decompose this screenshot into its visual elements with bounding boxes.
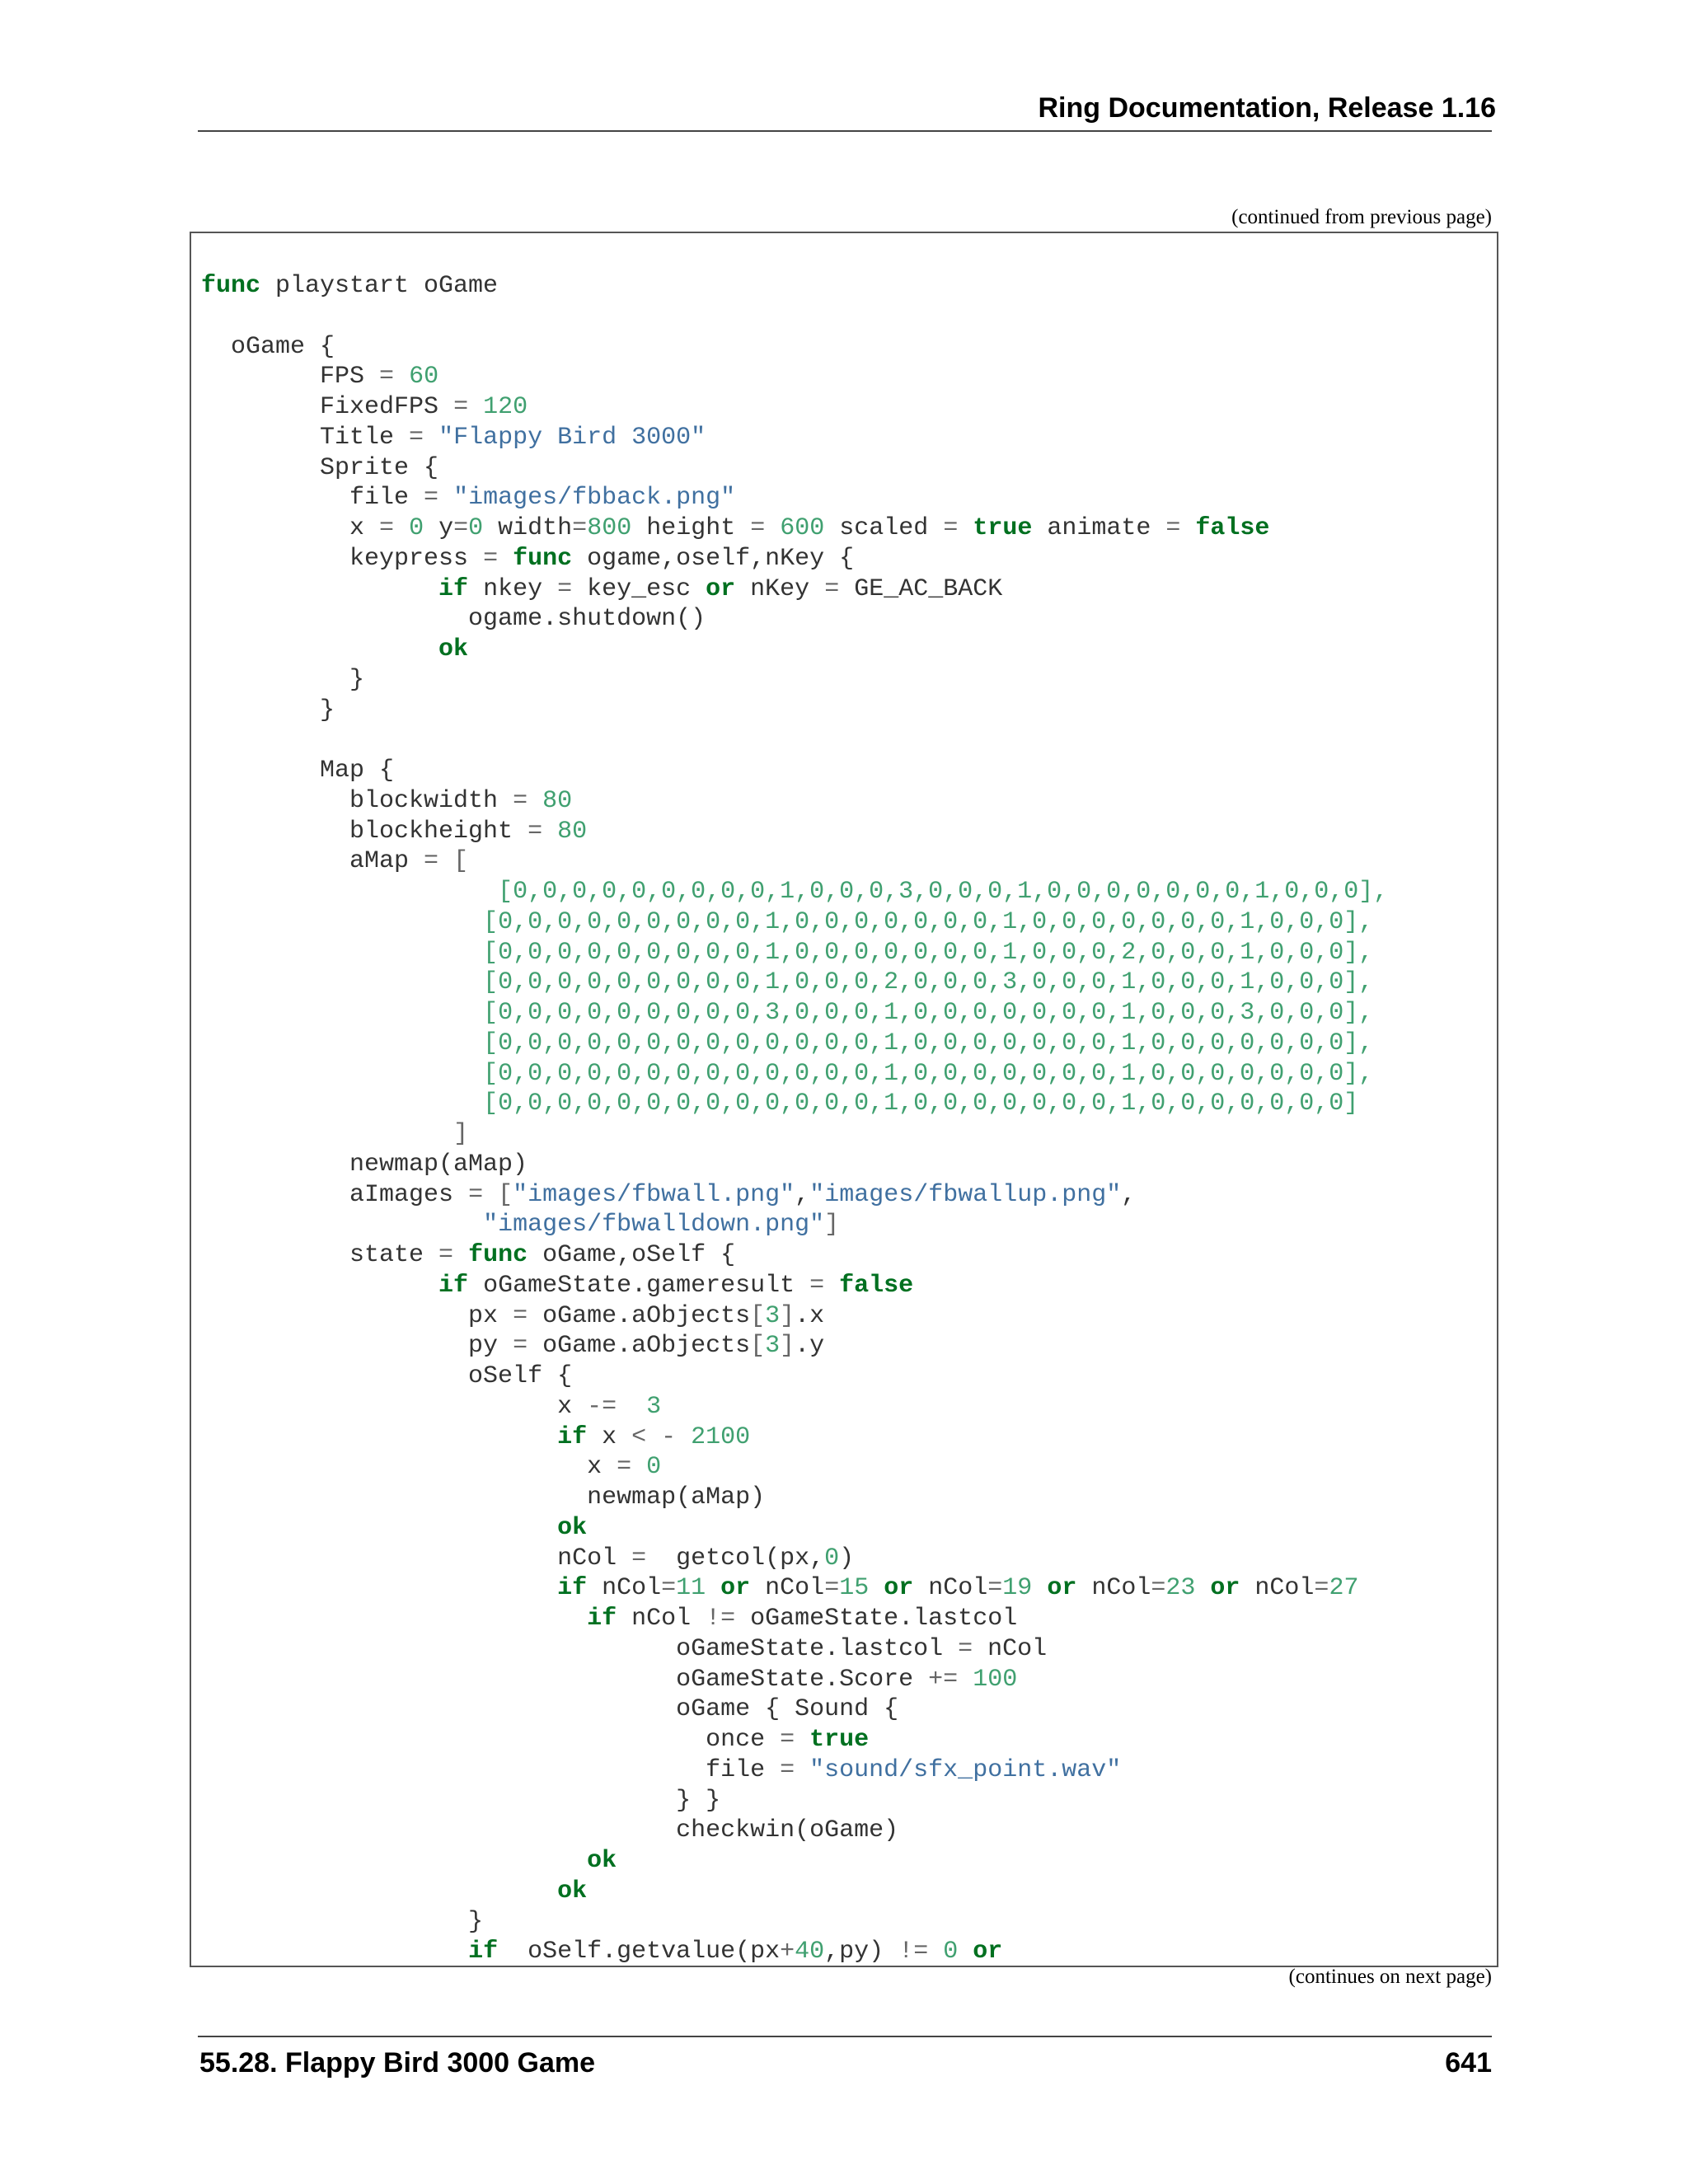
text-token: x <box>201 1392 588 1421</box>
operator-token: [ <box>498 1180 513 1209</box>
text-token: state <box>201 1241 439 1269</box>
number-token: 600 <box>780 514 825 542</box>
code-line <box>201 1452 1388 1483</box>
number-token: 0 <box>646 1453 662 1482</box>
text-token: file <box>201 484 424 513</box>
text-token: oGameState.lastcol <box>735 1605 1018 1633</box>
text-token <box>394 363 409 391</box>
code-line <box>201 1089 1388 1119</box>
text-token <box>201 575 438 603</box>
text-token <box>201 1060 483 1088</box>
operator-token: = <box>438 1241 454 1269</box>
text-token: x <box>201 514 380 542</box>
number-token: 40 <box>795 1938 825 1966</box>
continues-on-note: (continues on next page) <box>1288 1966 1492 1988</box>
operator-token: = <box>780 1755 795 1784</box>
text-token <box>676 1423 691 1451</box>
text-token <box>201 1272 438 1300</box>
text-token: .y <box>795 1332 825 1361</box>
operator-token: = <box>661 1574 677 1603</box>
text-token <box>201 999 483 1027</box>
operator-token: = <box>513 1301 528 1330</box>
text-token <box>201 968 483 996</box>
operator-token: = <box>1165 514 1181 542</box>
text-token: scaled <box>824 514 944 542</box>
keyword-token: ok <box>438 635 469 663</box>
text-token: nkey <box>468 574 558 603</box>
number-token: 11 <box>676 1574 706 1603</box>
operator-token: -= <box>587 1392 617 1421</box>
operator-token: [ <box>750 1301 766 1330</box>
number-token: [0,0,0,0,0,0,0,0,0,1,0,0,0,0,0,0,0,1,0,0,0,2,0,0,0,1,0,0,0], <box>483 938 1374 967</box>
text-token: nCol <box>201 1544 632 1572</box>
code-line <box>201 392 1388 423</box>
number-token: 100 <box>973 1665 1018 1694</box>
operator-token: = <box>379 514 395 542</box>
number-token: 60 <box>409 363 439 391</box>
text-token <box>646 1423 661 1451</box>
text-token <box>706 1574 720 1602</box>
keyword-token: or <box>1210 1574 1240 1603</box>
text-token: oGame { Sound { <box>201 1695 899 1724</box>
operator-token: [ <box>750 1332 766 1361</box>
string-token: "images/fbwall.png" <box>513 1180 795 1209</box>
text-token <box>869 1574 884 1602</box>
code-line <box>201 544 1388 574</box>
text-token: checkwin(oGame) <box>201 1816 899 1845</box>
code-line <box>201 877 1388 907</box>
operator-token: - <box>661 1422 677 1451</box>
code-line <box>201 423 1388 453</box>
text-token: oGameState.Score <box>201 1665 929 1694</box>
code-line <box>201 1483 1388 1513</box>
number-token: 0 <box>824 1544 840 1572</box>
keyword-token: func <box>201 272 261 300</box>
text-token <box>453 1241 468 1269</box>
text-token: nKey <box>735 574 825 603</box>
operator-token: = <box>1151 1574 1166 1603</box>
text-token <box>958 1938 973 1966</box>
number-token: 80 <box>542 786 573 815</box>
text-token <box>201 908 483 936</box>
operator-token: = <box>943 514 959 542</box>
operator-token: = <box>987 1574 1003 1603</box>
keyword-token: if <box>438 1271 469 1300</box>
number-token: 3 <box>765 1301 781 1330</box>
code-line <box>201 1240 1388 1271</box>
text-token <box>468 393 483 421</box>
text-token: oSelf.getvalue(px <box>498 1938 781 1966</box>
text-token <box>201 878 498 906</box>
text-token: blockheight <box>201 817 528 846</box>
text-token: aMap <box>201 847 424 876</box>
number-token: 120 <box>483 393 528 421</box>
operator-token: = <box>557 574 573 603</box>
keyword-token: true <box>973 514 1033 542</box>
text-token: } <box>201 665 365 694</box>
code-line <box>201 1604 1388 1634</box>
operator-token: < <box>631 1422 647 1451</box>
code-line <box>201 483 1388 513</box>
operator-token: [ <box>453 847 469 876</box>
text-token: ,py) <box>824 1938 899 1966</box>
code-line <box>201 1665 1388 1695</box>
keyword-token: true <box>809 1726 870 1754</box>
footer-section-title: 55.28. Flappy Bird 3000 Game <box>199 2047 596 2079</box>
code-line <box>201 1907 1388 1938</box>
text-token <box>201 1029 483 1057</box>
code-line <box>201 271 1388 302</box>
keyword-token: or <box>884 1574 914 1603</box>
text-token <box>483 1181 498 1209</box>
text-token <box>201 1120 453 1148</box>
operator-token: = <box>809 1271 825 1300</box>
text-token: nCol <box>1076 1574 1151 1603</box>
header-rule <box>198 130 1492 132</box>
string-token: "images/fbback.png" <box>453 484 736 513</box>
footer-page-number: 641 <box>1445 2047 1492 2079</box>
text-token: oGame,oSelf { <box>528 1241 736 1269</box>
text-token: py <box>201 1332 513 1361</box>
operator-token: = <box>453 393 469 421</box>
code-line <box>201 1361 1388 1392</box>
code-line <box>201 1422 1388 1453</box>
code-line <box>201 1937 1388 1967</box>
text-token: nCol <box>587 1574 662 1603</box>
code-line <box>201 1573 1388 1604</box>
operator-token: = <box>824 574 840 603</box>
code-line <box>201 574 1388 605</box>
text-token: ogame,oself,nKey { <box>572 544 855 573</box>
text-token: key_esc <box>572 574 706 603</box>
text-token: width <box>483 514 573 542</box>
text-token: animate <box>1032 514 1166 542</box>
code-line <box>201 1755 1388 1786</box>
keyword-token: if <box>557 1422 588 1451</box>
code-line <box>201 604 1388 635</box>
number-token: 0 <box>409 514 424 542</box>
text-token: Title <box>201 423 410 452</box>
number-token: [0,0,0,0,0,0,0,0,0,1,0,0,0,0,0,0,0,1,0,0,0,0,0,0,0,1,0,0,0], <box>483 907 1374 936</box>
number-token: 15 <box>839 1574 870 1603</box>
text-token: Map { <box>201 757 395 785</box>
number-token: 3 <box>765 1332 781 1361</box>
code-line <box>201 1059 1388 1090</box>
number-token: 3 <box>646 1392 662 1421</box>
code-line <box>201 725 1388 756</box>
text-token <box>928 1938 943 1966</box>
code-line <box>201 817 1388 847</box>
keyword-token: ok <box>557 1513 588 1542</box>
operator-token: = <box>424 484 439 513</box>
text-token: oGame.aObjects <box>528 1301 751 1330</box>
keyword-token: or <box>720 1574 751 1603</box>
operator-token: ] <box>780 1332 795 1361</box>
number-token: [0,0,0,0,0,0,0,0,0,1,0,0,0,2,0,0,0,3,0,0,0,1,0,0,0,1,0,0,0], <box>483 968 1374 997</box>
code-line <box>201 1180 1388 1211</box>
text-token: nCol <box>617 1605 706 1633</box>
number-token: 19 <box>1002 1574 1033 1603</box>
code-line <box>201 907 1388 938</box>
code-line <box>201 756 1388 786</box>
code-line <box>201 665 1388 696</box>
text-token <box>201 1847 587 1875</box>
keyword-token: if <box>587 1605 617 1633</box>
code-line <box>201 332 1388 363</box>
text-token: Sprite { <box>201 453 439 482</box>
text-token: getcol(px, <box>646 1544 825 1572</box>
text-token: .x <box>795 1301 825 1330</box>
text-token: playstart oGame <box>260 272 499 300</box>
number-token: 800 <box>587 514 632 542</box>
code-line <box>201 1786 1388 1816</box>
operator-token: = <box>824 1574 840 1603</box>
text-token <box>201 1211 483 1239</box>
string-token: "images/fbwalldown.png" <box>483 1211 825 1240</box>
text-token <box>1032 1574 1047 1602</box>
text-token: newmap(aMap) <box>201 1483 766 1511</box>
text-token: FixedFPS <box>201 393 454 421</box>
text-token <box>542 818 557 846</box>
page-header-title: Ring Documentation, Release 1.16 <box>1038 92 1496 124</box>
text-token: } <box>201 1907 484 1936</box>
code-line <box>201 302 1388 332</box>
operator-token: + <box>780 1938 795 1966</box>
code-line <box>201 1634 1388 1665</box>
text-token: oGame { <box>201 332 335 361</box>
text-token <box>528 787 542 815</box>
text-token <box>424 424 438 452</box>
text-token <box>958 514 973 542</box>
keyword-token: func <box>468 1241 528 1269</box>
code-line <box>201 1513 1388 1544</box>
text-token <box>438 847 453 875</box>
text-token <box>438 484 453 512</box>
number-token: 27 <box>1329 1574 1359 1603</box>
operator-token: = <box>1314 1574 1329 1603</box>
text-token <box>958 1666 973 1694</box>
operator-token: = <box>513 1332 528 1361</box>
text-token <box>201 1938 468 1966</box>
code-line <box>201 1301 1388 1332</box>
text-token <box>201 939 483 967</box>
number-token: [0,0,0,0,0,0,0,0,0,1,0,0,0,3,0,0,0,1,0,0,0,0,0,0,0,1,0,0,0], <box>498 878 1389 906</box>
text-token: oGame.aObjects <box>528 1332 751 1361</box>
code-line <box>201 846 1388 877</box>
text-token <box>201 1423 557 1451</box>
code-line <box>201 1725 1388 1755</box>
code-line <box>201 1271 1388 1301</box>
text-token <box>1195 1574 1210 1602</box>
text-token <box>1180 514 1195 542</box>
text-token: newmap(aMap) <box>201 1150 528 1179</box>
text-token <box>201 1877 557 1905</box>
text-token <box>795 1726 809 1754</box>
text-token: , <box>1121 1180 1137 1209</box>
operator-token: = <box>617 1453 632 1482</box>
code-line <box>201 938 1388 968</box>
text-token: x <box>587 1422 632 1451</box>
text-token <box>201 1090 483 1118</box>
keyword-token: or <box>1047 1574 1077 1603</box>
keyword-token: func <box>513 544 573 573</box>
text-token: blockwidth <box>201 786 513 815</box>
code-line <box>201 1877 1388 1907</box>
operator-token: = <box>453 514 469 542</box>
text-token <box>631 1453 646 1481</box>
operator-token: = <box>780 1726 795 1754</box>
keyword-token: if <box>468 1938 499 1966</box>
operator-token: = <box>528 817 543 846</box>
text-token <box>201 1514 557 1542</box>
text-token: ogame.shutdown() <box>201 605 706 634</box>
code-line <box>201 1331 1388 1361</box>
text-token: once <box>201 1726 781 1754</box>
code-line <box>201 1544 1388 1574</box>
operator-token: = <box>513 786 528 815</box>
text-token <box>824 1272 839 1300</box>
code-line <box>201 362 1388 392</box>
code-line <box>201 786 1388 817</box>
operator-token: = <box>468 1180 484 1209</box>
code-listing <box>201 271 1388 1967</box>
text-token <box>201 1574 557 1602</box>
text-token <box>765 514 780 542</box>
text-token: , <box>795 1180 810 1209</box>
number-token: 80 <box>557 817 588 846</box>
string-token: "images/fbwallup.png" <box>809 1180 1122 1209</box>
text-token: } } <box>201 1786 721 1815</box>
code-line <box>201 635 1388 665</box>
operator-token: = <box>483 544 499 573</box>
code-line <box>201 1210 1388 1240</box>
code-block <box>190 232 1498 1967</box>
text-token: GE_AC_BACK <box>839 574 1003 603</box>
operator-token: += <box>928 1665 959 1694</box>
keyword-token: or <box>973 1938 1003 1966</box>
text-token <box>617 1393 646 1421</box>
text-token: height <box>631 514 751 542</box>
keyword-token: if <box>557 1574 588 1603</box>
text-token: FPS <box>201 363 380 391</box>
operator-token: ] <box>824 1211 840 1240</box>
code-line <box>201 1846 1388 1877</box>
number-token: 2100 <box>691 1422 751 1451</box>
number-token: 23 <box>1165 1574 1196 1603</box>
operator-token: = <box>424 847 439 876</box>
code-line <box>201 1392 1388 1422</box>
text-token <box>201 1605 587 1633</box>
text-token: px <box>201 1301 513 1330</box>
number-token: [0,0,0,0,0,0,0,0,0,0,0,0,0,1,0,0,0,0,0,0,0,1,0,0,0,0,0,0,0], <box>483 1059 1374 1088</box>
code-line <box>201 1119 1388 1150</box>
number-token: 0 <box>468 514 484 542</box>
text-token <box>394 514 409 542</box>
keyword-token: false <box>1195 514 1270 542</box>
text-token <box>201 635 438 663</box>
string-token: "Flappy Bird 3000" <box>438 423 706 452</box>
code-line <box>201 513 1388 544</box>
footer-rule <box>198 2036 1492 2037</box>
text-token: nCol <box>1240 1574 1315 1603</box>
text-token: oGameState.gameresult <box>468 1271 810 1300</box>
operator-token: = <box>958 1634 973 1663</box>
operator-token: != <box>898 1938 929 1966</box>
code-line <box>201 696 1388 726</box>
continued-from-note: (continued from previous page) <box>1231 206 1492 228</box>
code-line <box>201 1816 1388 1846</box>
number-token: 0 <box>943 1938 959 1966</box>
operator-token: != <box>706 1605 736 1633</box>
text-token: nCol <box>750 1574 825 1603</box>
text-token: } <box>201 696 335 724</box>
number-token: [0,0,0,0,0,0,0,0,0,3,0,0,0,1,0,0,0,0,0,0,0,1,0,0,0,3,0,0,0], <box>483 999 1374 1027</box>
text-token: x <box>201 1453 617 1482</box>
text-token: keypress <box>201 544 484 573</box>
text-token: aImages <box>201 1180 469 1209</box>
operator-token: = <box>631 1544 647 1572</box>
text-token: ) <box>839 1544 855 1572</box>
operator-token: = <box>572 514 588 542</box>
operator-token: ] <box>453 1120 469 1148</box>
code-line <box>201 1694 1388 1725</box>
keyword-token: false <box>839 1271 914 1300</box>
number-token: [0,0,0,0,0,0,0,0,0,0,0,0,0,1,0,0,0,0,0,0,0,1,0,0,0,0,0,0,0] <box>483 1090 1359 1118</box>
operator-token: = <box>409 423 424 452</box>
text-token: y <box>424 514 454 542</box>
text-token <box>795 1756 809 1784</box>
text-token <box>498 545 513 573</box>
code-line <box>201 968 1388 998</box>
code-line <box>201 1150 1388 1180</box>
code-line <box>201 1029 1388 1059</box>
string-token: "sound/sfx_point.wav" <box>809 1755 1122 1784</box>
operator-token: = <box>750 514 766 542</box>
code-line <box>201 998 1388 1029</box>
keyword-token: if <box>438 574 469 603</box>
text-token: nCol <box>913 1574 988 1603</box>
code-line <box>201 453 1388 484</box>
text-token: file <box>201 1755 781 1784</box>
keyword-token: ok <box>557 1877 588 1905</box>
text-token: oSelf { <box>201 1362 573 1390</box>
text-token: oGameState.lastcol <box>201 1634 959 1663</box>
operator-token: = <box>379 363 395 391</box>
text-token: nCol <box>973 1634 1048 1663</box>
operator-token: ] <box>780 1301 795 1330</box>
number-token: [0,0,0,0,0,0,0,0,0,0,0,0,0,1,0,0,0,0,0,0,0,1,0,0,0,0,0,0,0], <box>483 1029 1374 1057</box>
keyword-token: or <box>706 574 736 603</box>
keyword-token: ok <box>587 1847 617 1875</box>
